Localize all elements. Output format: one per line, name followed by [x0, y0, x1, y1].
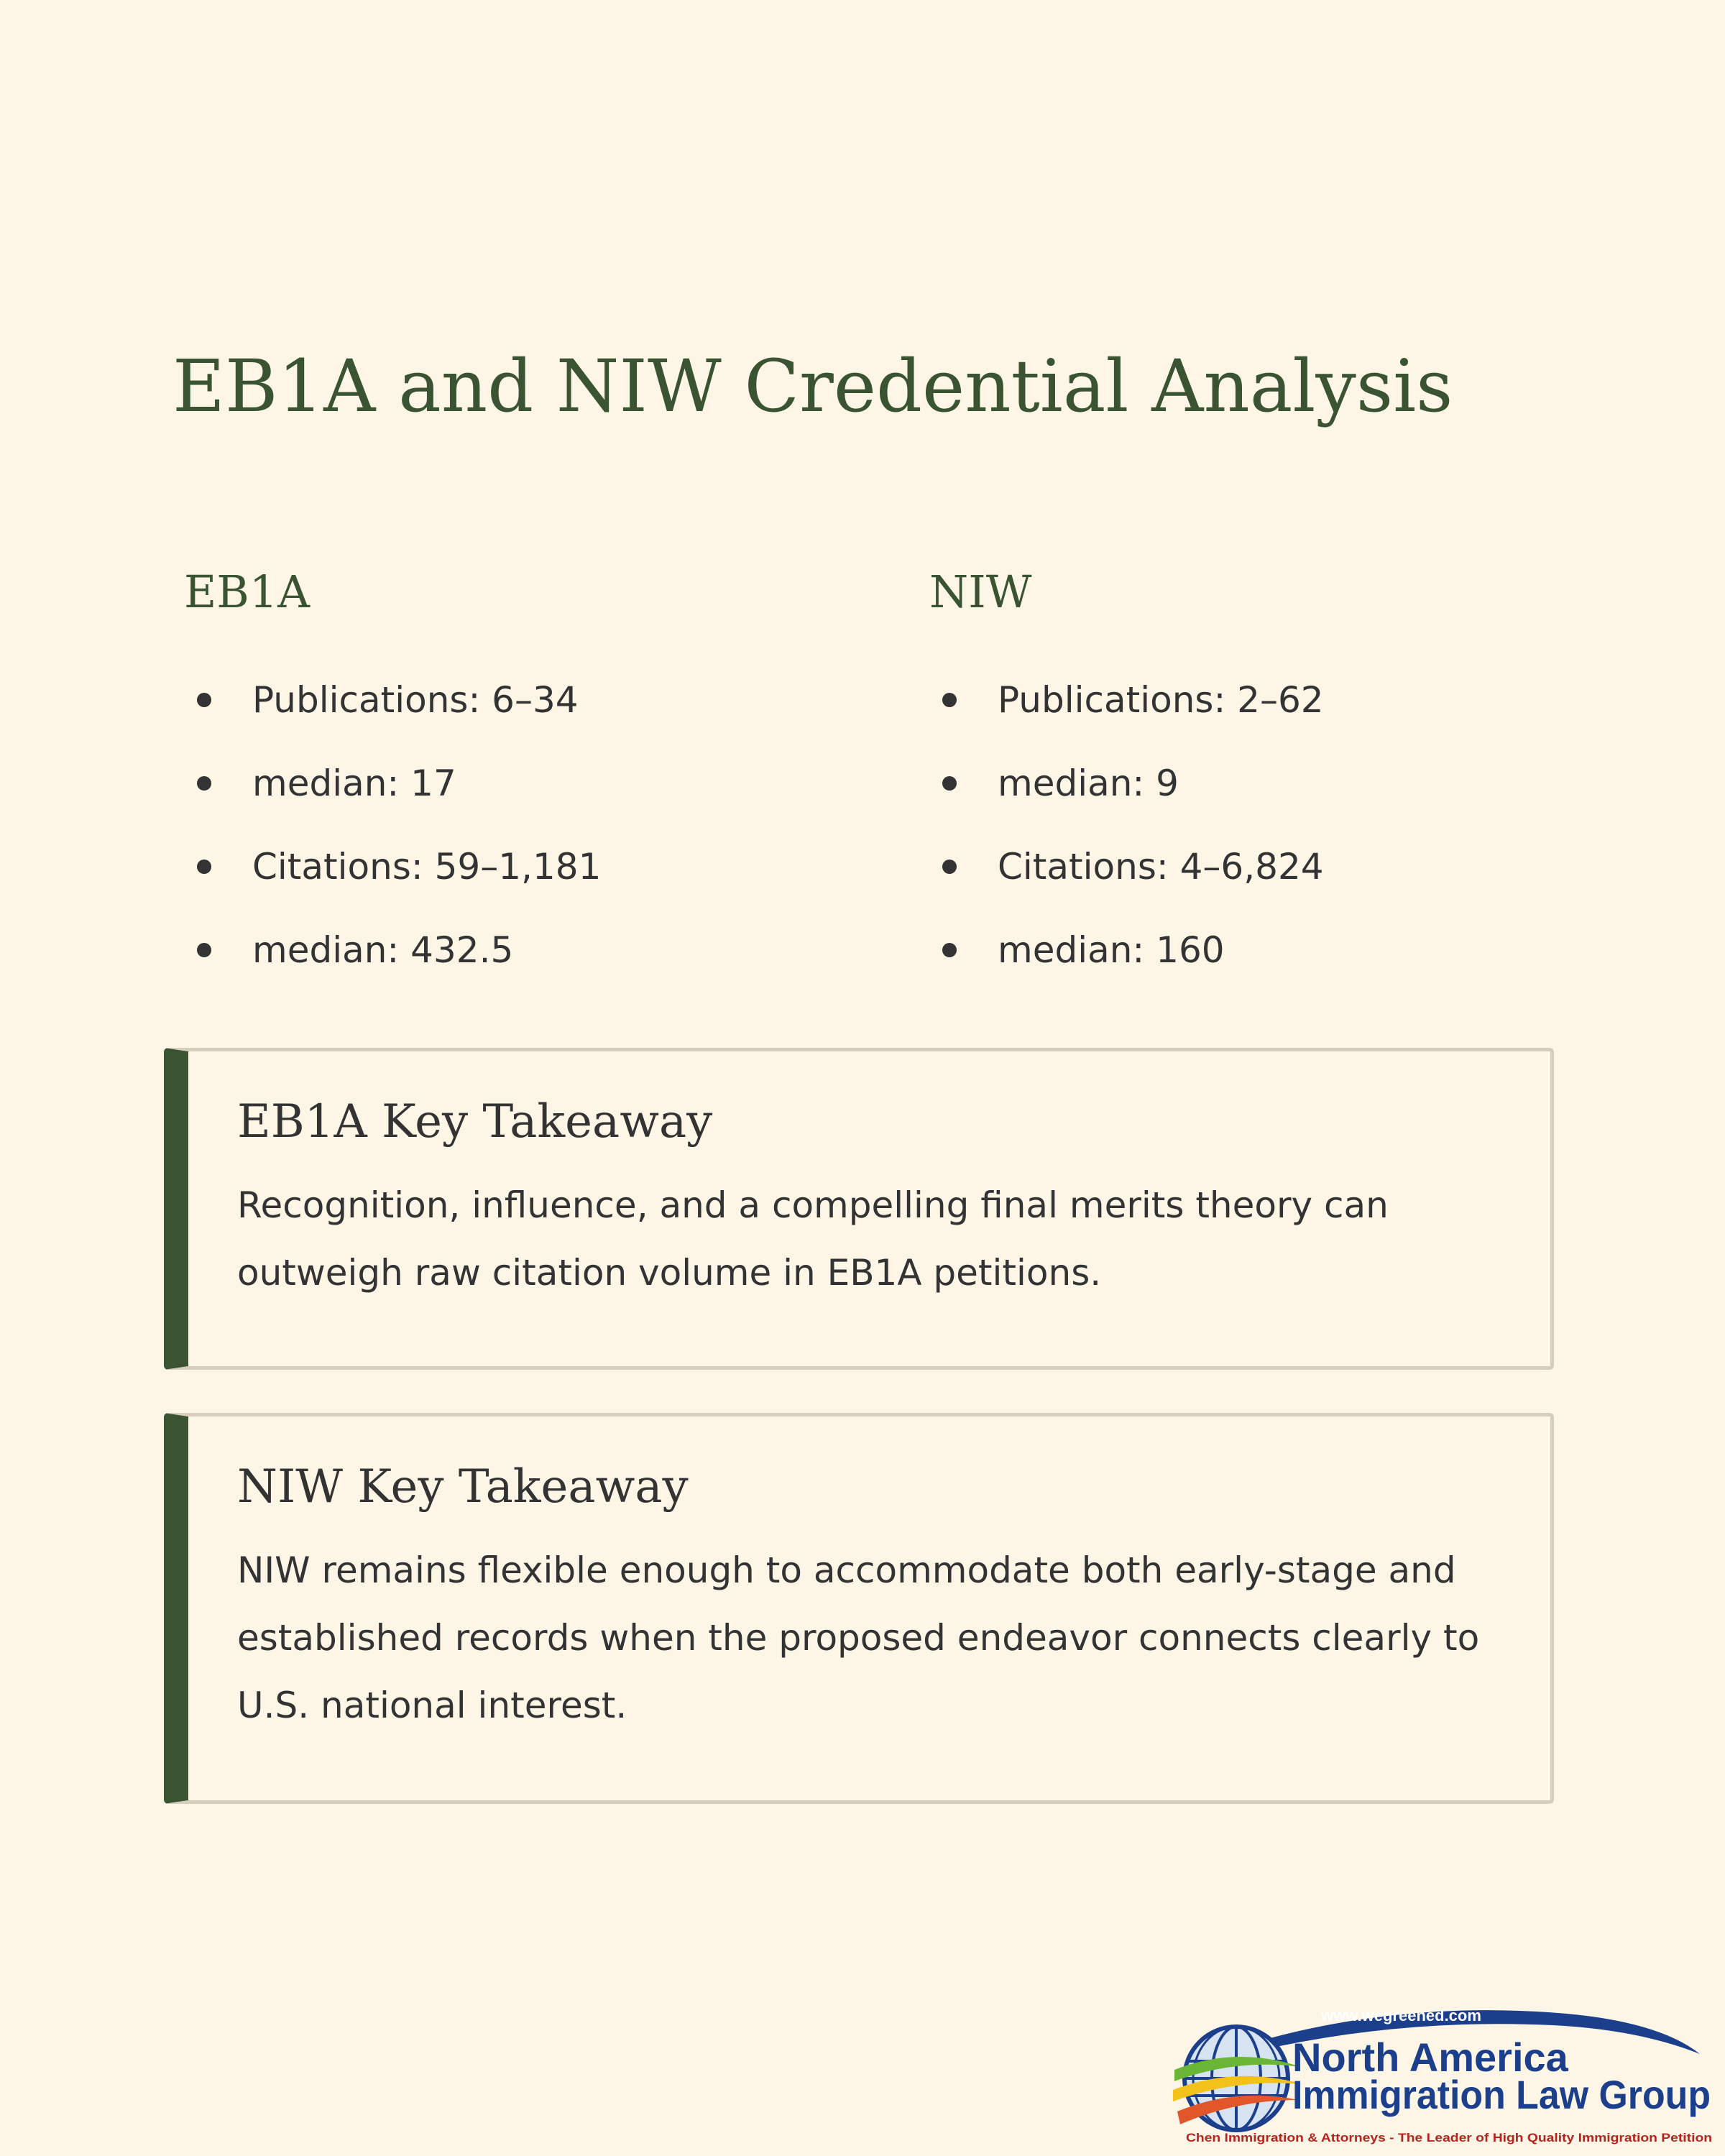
- bullet-icon: [942, 943, 957, 957]
- list-item: [929, 908, 1612, 992]
- list-item: [929, 658, 1612, 742]
- bullet-icon: [197, 776, 211, 791]
- firm-logo: [1164, 1992, 1718, 2150]
- list-item: [929, 825, 1612, 908]
- niw-takeaway-text: NIW remains flexible enough to accommodate both early-stage and established records when the proposed endeavor connects clearly to U.S. national interest.: [237, 1549, 1480, 1726]
- list-item: [184, 742, 867, 825]
- bullet-icon: [942, 860, 957, 874]
- niw-stats-list: [929, 658, 1612, 992]
- logo-name-line1: North America: [1292, 2035, 1568, 2080]
- stat-citations: Citations: 59–1,181: [252, 846, 602, 888]
- stat-publications: Publications: 6–34: [252, 679, 579, 721]
- stat-publications-median: median: 9: [998, 763, 1179, 804]
- logo-name-line2: Immigration Law Group: [1292, 2072, 1711, 2117]
- eb1a-stats-list: [184, 658, 867, 992]
- bullet-icon: [942, 693, 957, 707]
- stat-publications-median: median: 17: [252, 763, 456, 804]
- bullet-icon: [197, 693, 211, 707]
- niw-column: [929, 561, 1612, 992]
- logo-url: www.wegreened.com: [1321, 2007, 1481, 2024]
- list-item: [184, 825, 867, 908]
- bullet-icon: [197, 943, 211, 957]
- stat-citations: Citations: 4–6,824: [998, 846, 1324, 888]
- list-item: [184, 658, 867, 742]
- page-title: EB1A and NIW Credential Analysis: [172, 344, 1453, 428]
- eb1a-column: [184, 561, 867, 992]
- list-item: [929, 742, 1612, 825]
- eb1a-takeaway-text: Recognition, influence, and a compelling final merits theory can outweigh raw citation volume in EB1A petitions.: [237, 1184, 1389, 1294]
- bullet-icon: [942, 776, 957, 791]
- niw-takeaway-heading: NIW Key Takeaway: [237, 1460, 689, 1514]
- niw-takeaway-card: [164, 1413, 1554, 1804]
- niw-heading: NIW: [929, 566, 1032, 618]
- stat-citations-median: median: 432.5: [252, 929, 514, 971]
- eb1a-takeaway-heading: EB1A Key Takeaway: [237, 1095, 713, 1148]
- bullet-icon: [197, 860, 211, 874]
- stat-citations-median: median: 160: [998, 929, 1225, 971]
- logo-tagline: Chen Immigration & Attorneys - The Leader of High Quality Immigration Petition: [1186, 2131, 1712, 2145]
- eb1a-takeaway-card: [164, 1048, 1554, 1370]
- eb1a-heading: EB1A: [184, 566, 310, 618]
- list-item: [184, 908, 867, 992]
- stat-publications: Publications: 2–62: [998, 679, 1324, 721]
